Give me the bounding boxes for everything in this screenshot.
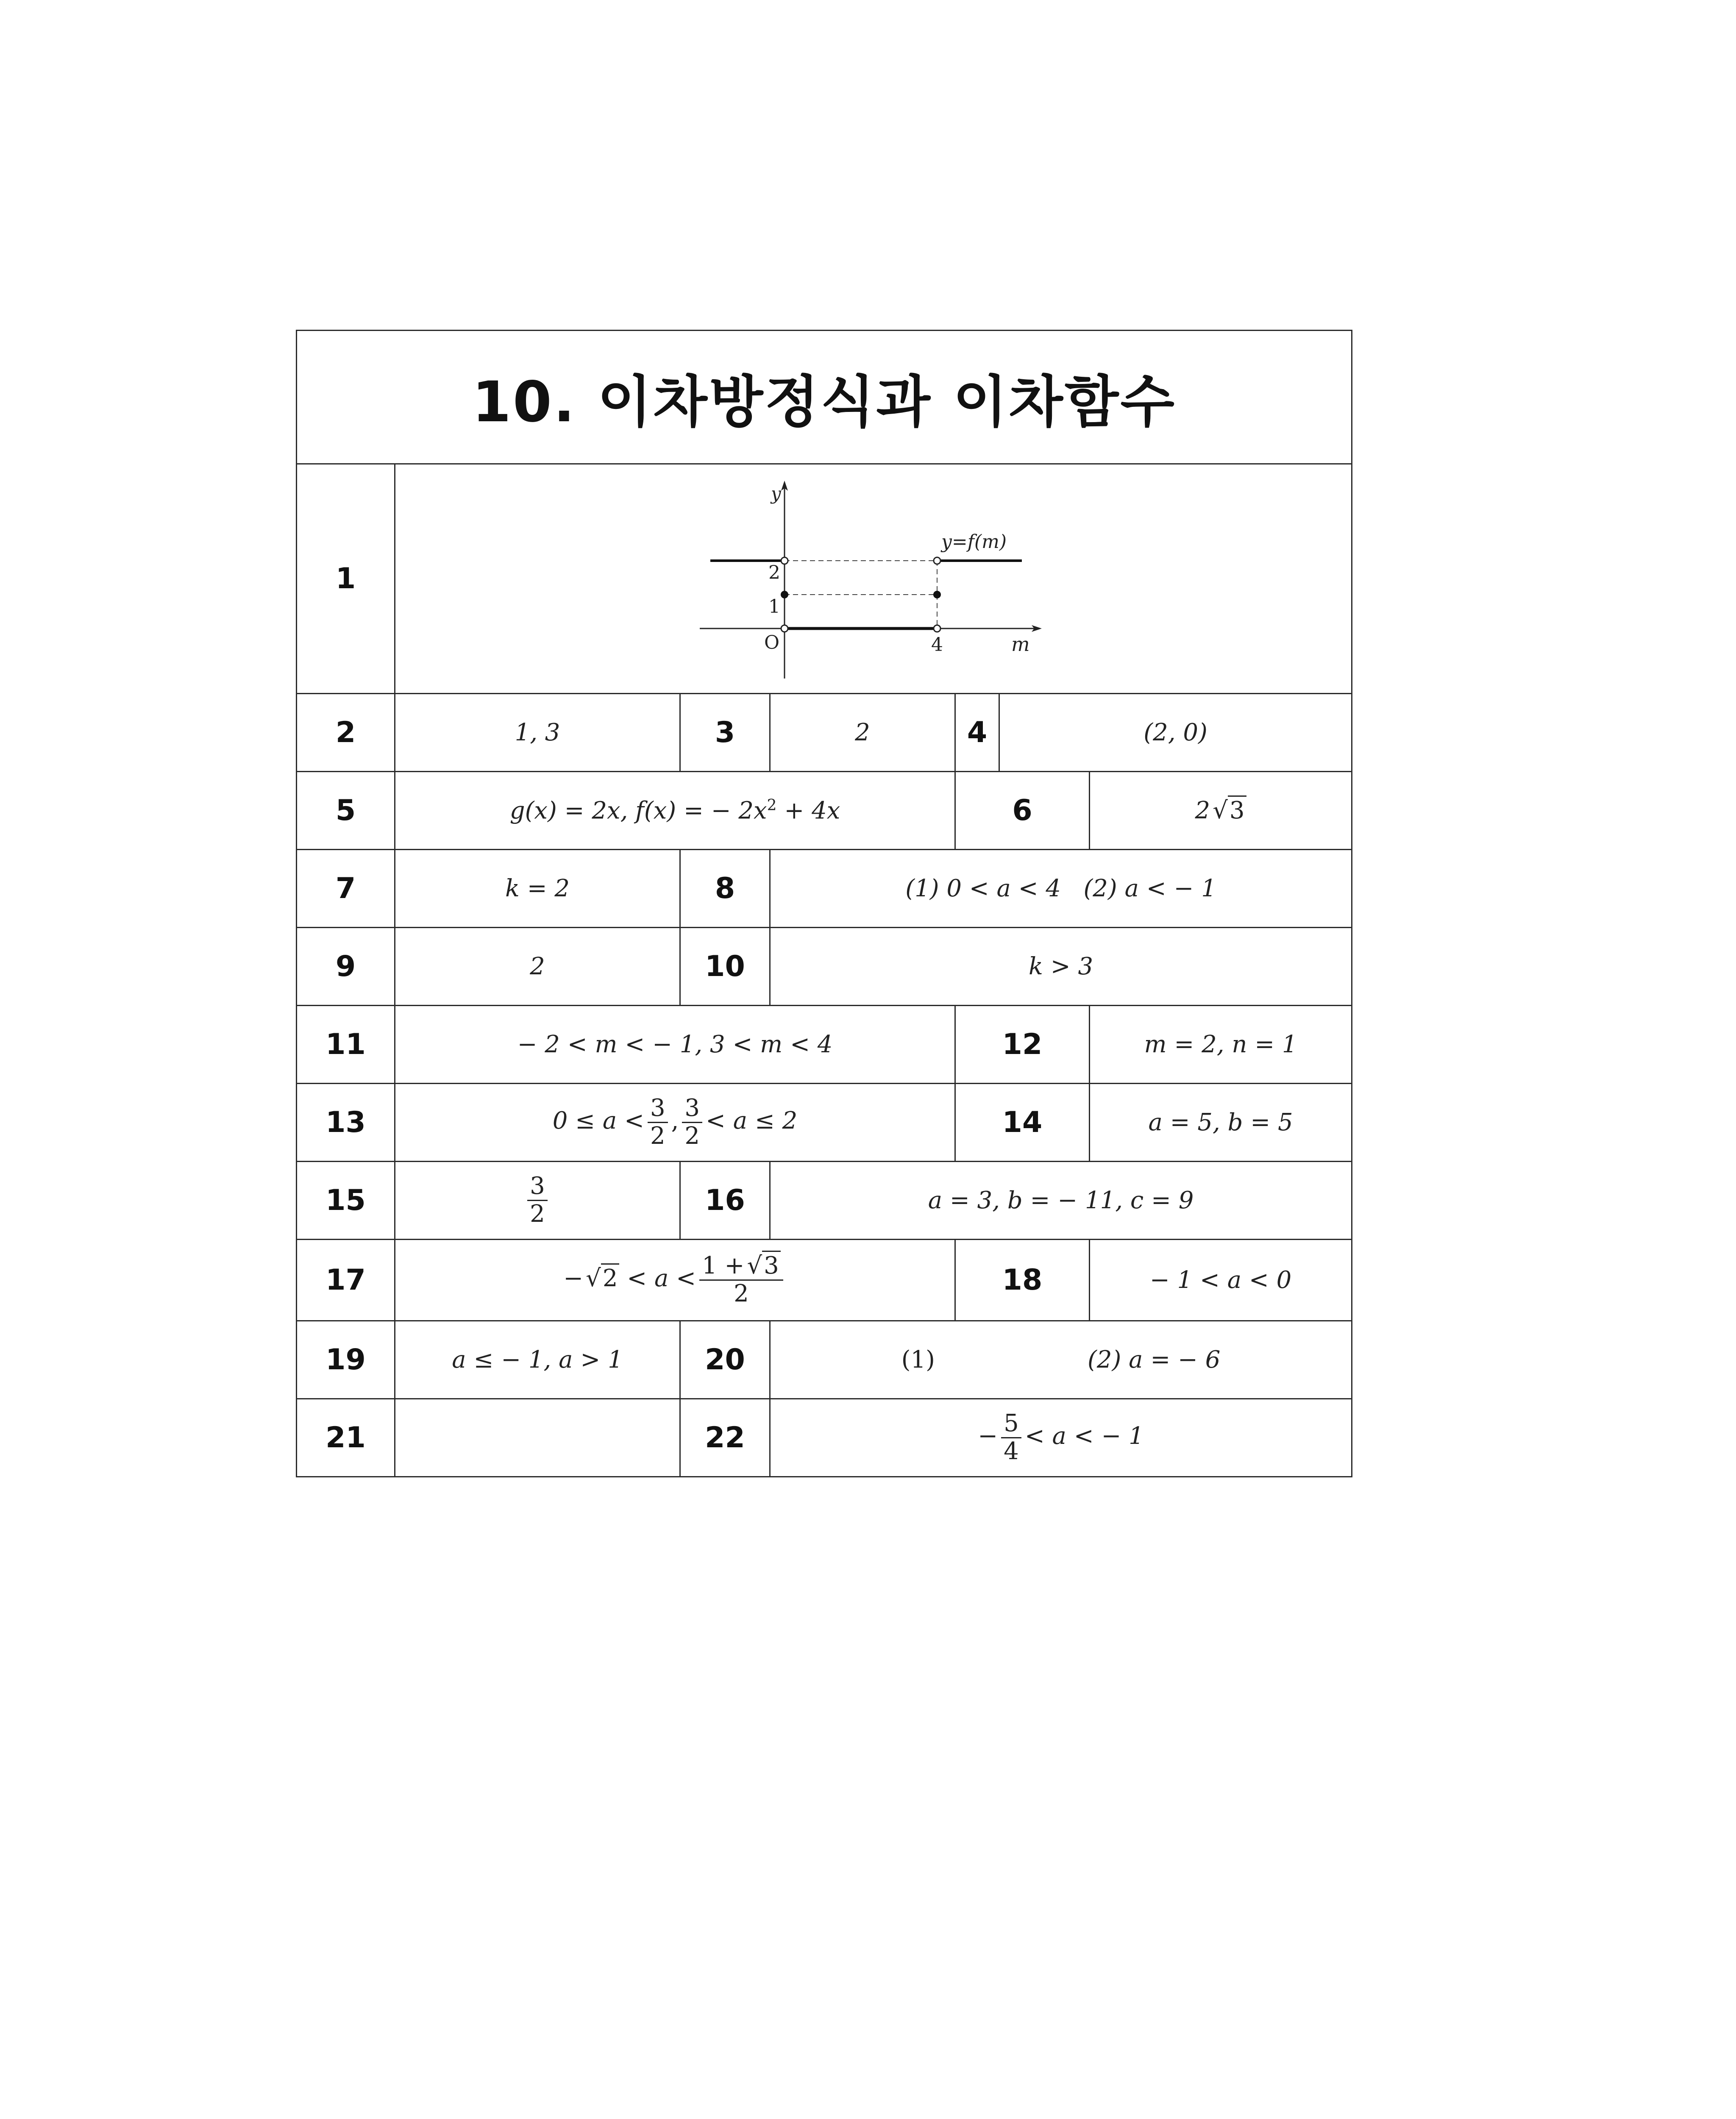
problem-number-3: 3 [680, 694, 770, 772]
function-label: y=f(m) [941, 531, 1007, 553]
answer-17 [395, 1240, 955, 1321]
answer-20-part-2: (2) a = − 6 [1088, 1346, 1221, 1374]
problem-number-22: 22 [680, 1399, 770, 1477]
separator: , [671, 1107, 679, 1135]
problem-number-19: 19 [297, 1321, 395, 1399]
answer-3: 2 [770, 694, 955, 772]
problem-number-6: 6 [955, 772, 1090, 850]
origin-label: O [764, 631, 779, 653]
page-title: 10. 이차방정식과 이차함수 [297, 331, 1352, 464]
problem-number-20: 20 [680, 1321, 770, 1399]
x-axis-label: m [1011, 632, 1030, 656]
answer-10: k > 3 [770, 928, 1352, 1006]
problem-number-1: 1 [297, 464, 395, 694]
sqrt-symbol: √3 [1213, 797, 1246, 824]
fraction [527, 1174, 548, 1227]
answer-17-radicand: 2 [601, 1263, 620, 1292]
answer-4: (2, 0) [999, 694, 1352, 772]
answer-13 [395, 1084, 955, 1162]
answer-5-main: g(x) = 2x, f(x) = − 2x [509, 797, 767, 825]
problem-number-15: 15 [297, 1162, 395, 1240]
numerator: 3 [682, 1096, 702, 1123]
problem-number-7: 7 [297, 850, 395, 928]
answer-17-mid: < a < [627, 1265, 696, 1292]
y-axis-label: y [771, 483, 781, 504]
answer-19: a ≤ − 1, a > 1 [395, 1321, 680, 1399]
answer-7: k = 2 [395, 850, 680, 928]
tick-label-2: 2 [768, 562, 780, 584]
answer-6-radicand: 3 [1228, 795, 1246, 824]
answer-6 [1090, 772, 1352, 850]
answer-15 [395, 1162, 680, 1240]
problem-number-12: 12 [955, 1006, 1090, 1084]
answer-18: − 1 < a < 0 [1090, 1240, 1352, 1321]
answer-14: a = 5, b = 5 [1090, 1084, 1352, 1162]
answer-1-graph [395, 464, 1352, 694]
answer-table [296, 330, 1352, 1477]
answer-22-pre: − [978, 1422, 998, 1450]
sqrt-symbol: √3 [747, 1252, 780, 1279]
answer-5 [395, 772, 955, 850]
open-point [781, 625, 788, 632]
answer-13-pre: 0 ≤ a < [552, 1107, 644, 1135]
numerator: 3 [648, 1096, 668, 1123]
answer-8: (1) 0 < a < 4 (2) a < − 1 [770, 850, 1352, 928]
numerator: 3 [527, 1174, 548, 1201]
answer-22 [770, 1399, 1352, 1477]
fraction [1001, 1411, 1021, 1464]
answer-17-num-radicand: 3 [762, 1251, 781, 1279]
answer-20 [770, 1321, 1352, 1399]
answer-5-exponent: 2 [767, 796, 777, 814]
problem-number-16: 16 [680, 1162, 770, 1240]
numerator [699, 1254, 783, 1281]
answer-16: a = 3, b = − 11, c = 9 [770, 1162, 1352, 1240]
open-point [934, 625, 940, 632]
answer-2: 1, 3 [395, 694, 680, 772]
denominator: 2 [684, 1122, 700, 1150]
filled-point [781, 591, 788, 598]
answer-17-num-pre: 1 + [702, 1252, 745, 1280]
answer-22-post: < a < − 1 [1024, 1422, 1144, 1450]
problem-number-10: 10 [680, 928, 770, 1006]
problem-number-18: 18 [955, 1240, 1090, 1321]
fraction [699, 1254, 783, 1307]
answer-20-part-1: (1) [901, 1346, 935, 1374]
denominator: 2 [650, 1122, 665, 1150]
answer-5-tail: + 4x [776, 797, 840, 825]
open-point [781, 557, 788, 564]
numerator: 5 [1001, 1411, 1021, 1438]
problem-number-14: 14 [955, 1084, 1090, 1162]
problem-number-8: 8 [680, 850, 770, 928]
answer-6-coef: 2 [1195, 797, 1210, 824]
denominator: 4 [1004, 1438, 1019, 1465]
problem-number-11: 11 [297, 1006, 395, 1084]
answer-13-post: < a ≤ 2 [706, 1107, 798, 1135]
open-point [934, 557, 940, 564]
answer-11: − 2 < m < − 1, 3 < m < 4 [395, 1006, 955, 1084]
piecewise-graph [700, 479, 1047, 679]
answer-17-pre: − [563, 1265, 584, 1292]
tick-label-1: 1 [768, 595, 780, 617]
problem-number-9: 9 [297, 928, 395, 1006]
tick-label-4: 4 [931, 634, 943, 656]
sqrt-symbol: √2 [586, 1265, 619, 1292]
answer-21 [395, 1399, 680, 1477]
fraction [682, 1096, 702, 1149]
filled-point [933, 591, 941, 598]
problem-number-17: 17 [297, 1240, 395, 1321]
answer-12: m = 2, n = 1 [1090, 1006, 1352, 1084]
answer-9: 2 [395, 928, 680, 1006]
problem-number-13: 13 [297, 1084, 395, 1162]
problem-number-21: 21 [297, 1399, 395, 1477]
fraction [648, 1096, 668, 1149]
problem-number-5: 5 [297, 772, 395, 850]
problem-number-4: 4 [955, 694, 999, 772]
problem-number-2: 2 [297, 694, 395, 772]
denominator: 2 [734, 1280, 749, 1307]
denominator: 2 [530, 1200, 545, 1228]
